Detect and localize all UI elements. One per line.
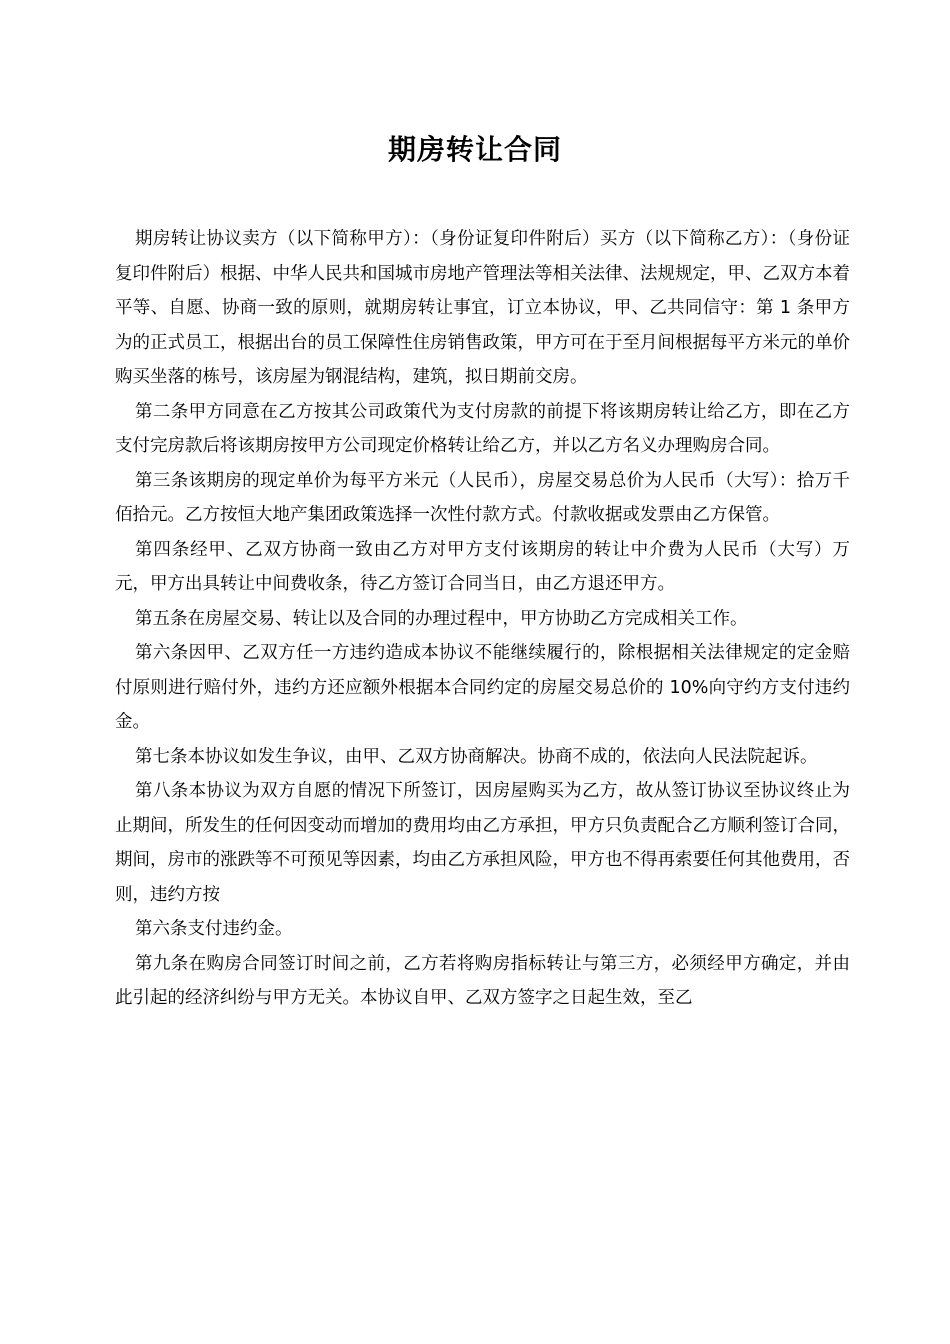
paragraph-article-4: 第四条经甲、乙双方协商一致由乙方对甲方支付该期房的转让中介费为人民币（大写）万元，甲方出具转让中间费收条，待乙方签订合同当日，由乙方退还甲方。 <box>115 539 850 594</box>
paragraph-article-8-cont: 第六条支付违约金。 <box>135 919 293 939</box>
paragraph-article-6: 第六条因甲、乙双方任一方违约造成本协议不能继续履行的，除根据相关法律规定的定金赔付原则进行赔付外，违约方还应额外根据本合同约定的房屋交易总价的 10%向守约方支付违约金。 <box>115 643 850 732</box>
paragraph-article-2: 第二条甲方同意在乙方按其公司政策代为支付房款的前提下将该期房转让给乙方，即在乙方支付完房款后将该期房按甲方公司现定价格转让给乙方，并以乙方名义办理购房合同。 <box>115 401 850 456</box>
paragraph-article-7: 第七条本协议如发生争议，由甲、乙双方协商解决。协商不成的，依法向人民法院起诉。 <box>135 746 818 767</box>
paragraph-article-8: 第八条本协议为双方自愿的情况下所签订，因房屋购买为乙方，故从签订协议至协议终止为止期间，所发生的任何因变动而增加的费用均由乙方承担，甲方只负责配合乙方顺利签订合同，期间，房市的涨跌等不可预见等因素，均由乙方承担风险，甲方也不得再索要任何其他费用，否则，违约方按 <box>115 781 850 905</box>
document-title: 期房转让合同 <box>387 133 562 166</box>
paragraph-article-5: 第五条在房屋交易、转让以及合同的办理过程中，甲方协助乙方完成相关工作。 <box>135 608 748 629</box>
document-body <box>115 222 850 1016</box>
paragraph-intro: 期房转让协议卖方（以下简称甲方）：（身份证复印件附后）买方（以下简称乙方）：（身份证复印件附后）根据、中华人民共和国城市房地产管理法等相关法律、法规规定，甲、乙双方本着平等、自愿、协商一致的原则，就期房转让事宜，订立本协议，甲、乙共同信守：第 1 条甲方为的正式员工，根据出台的员工保障性住房销售政策，甲方可在于至月间根据每平方米元的单价购买坐落的栋号，该房屋为钢混结构，建筑，拟日期前交房。 <box>115 229 850 387</box>
paragraph-article-3: 第三条该期房的现定单价为每平方米元（人民币），房屋交易总价为人民币（大写）：拾万千佰拾元。乙方按恒大地产集团政策选择一次性付款方式。付款收据或发票由乙方保管。 <box>115 470 850 525</box>
paragraph-article-9: 第九条在购房合同签订时间之前，乙方若将购房指标转让与第三方，必须经甲方确定，并由此引起的经济纠纷与甲方无关。本协议自甲、乙双方签字之日起生效，至乙 <box>115 953 850 1008</box>
